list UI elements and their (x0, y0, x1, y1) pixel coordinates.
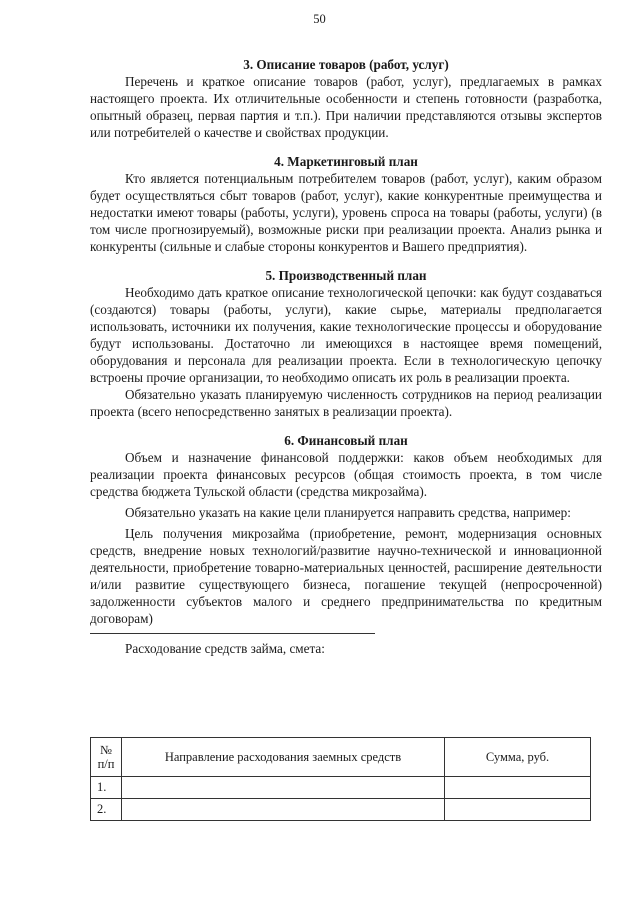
row-number: 2. (91, 799, 122, 821)
section-title-finance: 6. Финансовый план (284, 433, 408, 448)
table-row (91, 777, 591, 799)
finance-goal-paragraph: Цель получения микрозайма (приобретение, ремонт, модернизация основных средств, внедрение новых технологий/развитие научно-технической и инновационной деятельности, приобретение товарно-материальных ценностей, расширение деятельности и/или развитие существующего бизнеса, погашение текущей (непросроченной) задолженности субъектов малого и среднего предпринимательства по кредитным договорам) (90, 526, 602, 626)
section-title-marketing: 4. Маркетинговый план (274, 154, 418, 169)
header-number: № п/п (91, 738, 122, 777)
budget-table (90, 737, 591, 821)
row-number: 1. (91, 777, 122, 799)
finance-paragraph-1: Объем и назначение финансовой поддержки: каков объем необходимых для реализации проекта финансовых ресурсов (общая стоимость проекта, в том числе средства бюджета Тульской области (средства микрозайма). (90, 450, 602, 499)
section-title-production: 5. Производственный план (265, 268, 427, 283)
production-paragraph-2: Обязательно указать планируемую численность сотрудников на период реализации проекта (всего непосредственно занятых в реализации проекта). (90, 387, 602, 419)
row-sum (445, 799, 591, 821)
header-direction: Направление расходования заемных средств (122, 738, 445, 777)
products-paragraph: Перечень и краткое описание товаров (работ, услуг), предлагаемых в рамках настоящего проекта. Их отличительные особенности и степень готовности (разработка, опытный образец, первая партия и т.п.). При наличии представляются отзывы экспертов или потребителей о качестве и свойствах продукции. (90, 74, 602, 140)
production-paragraph-1: Необходимо дать краткое описание технологической цепочки: как будут создаваться (создаются) товары (работы, услуги), какие сырье, материалы предполагается использовать, источники их получения, какие технологические процессы и оборудование будут использованы. Достаточно ли имеющихся в настоящее время помещений, оборудования и персонала для реализации проекта. Если в технологическую цепочку встроены прочие организации, то необходимо описать их роль в реализации проекта. (90, 285, 602, 385)
budget-table-header-row (91, 738, 591, 777)
finance-paragraph-2: Обязательно указать на какие цели планируется направить средства, например: (125, 505, 571, 520)
section-title-products: 3. Описание товаров (работ, услуг) (243, 57, 449, 72)
header-sum: Сумма, руб. (445, 738, 591, 777)
table-row (91, 799, 591, 821)
marketing-paragraph: Кто является потенциальным потребителем товаров (работ, услуг), каким образом будет осуществляться сбыт товаров (работ, услуг), какие конкурентные преимущества и недостатки имеют товары (работы, услуги), уровень спроса на товары (работы, услуги) (в том числе прогнозируемый), возможные риски при реализации проекта. Анализ рынка и конкуренты (сильные и слабые стороны конкурентов и Вашего предприятия). (90, 171, 602, 254)
row-direction (122, 799, 445, 821)
row-sum (445, 777, 591, 799)
smeta-label: Расходование средств займа, смета: (125, 641, 325, 656)
footnote-rule (90, 633, 375, 634)
page-number: 50 (313, 12, 326, 26)
document-body (90, 56, 602, 657)
row-direction (122, 777, 445, 799)
